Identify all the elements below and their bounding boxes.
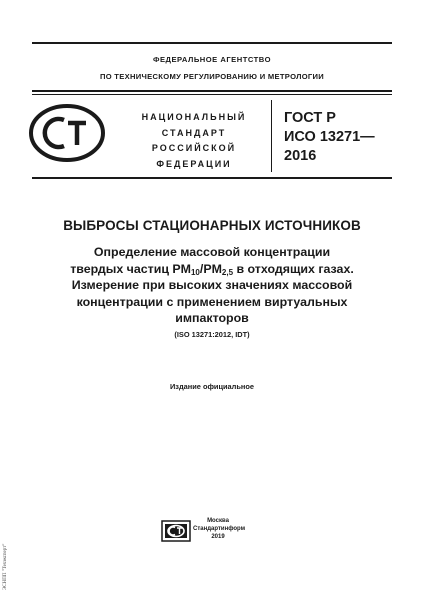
designation-line: 2016 xyxy=(284,148,317,164)
designation-line: ГОСТ Р xyxy=(284,110,336,126)
subtitle-line-5: импакторов xyxy=(175,311,249,326)
side-watermark xyxy=(1,520,11,590)
bottom-rule xyxy=(32,177,392,179)
subtitle-text: в отходящих газах. xyxy=(233,261,354,276)
agency-line-1: ФЕДЕРАЛЬНОЕ АГЕНТСТВО xyxy=(153,55,271,64)
subtitle-line-2 xyxy=(30,261,394,278)
subtitle-text: /PM xyxy=(199,261,222,276)
side-watermark-text: ЭСНПП "Техэксперт" xyxy=(3,543,8,590)
imprint-year: 2019 xyxy=(211,534,225,540)
header-rule-thin xyxy=(32,94,392,95)
standard-designation xyxy=(284,109,375,166)
subscript: 10 xyxy=(190,267,200,277)
subtitle-line-3: Измерение при высоких значениях массовой xyxy=(71,278,353,293)
subtitle-text: твердых частиц PM xyxy=(70,261,191,276)
designation-line: ИСО 13271— xyxy=(284,129,375,145)
gost-r-emblem-icon xyxy=(28,103,106,163)
standard-type-line: СТАНДАРТ xyxy=(161,127,227,138)
subtitle-line-4: концентрации с применением виртуальных xyxy=(76,294,348,309)
standard-type xyxy=(132,110,256,172)
document-subtitle xyxy=(30,244,394,327)
imprint-publisher: Стандартинформ xyxy=(193,526,246,532)
standartinform-logo-icon xyxy=(161,520,191,542)
emblem-text: РСТ xyxy=(67,161,69,162)
standard-type-line: ФЕДЕРАЦИИ xyxy=(156,158,232,169)
standard-type-line: РОССИЙСКОЙ xyxy=(151,143,237,153)
subtitle-line-1: Определение массовой концентрации xyxy=(93,245,331,259)
edition-label: Издание официальное xyxy=(169,382,254,391)
publisher-imprint xyxy=(193,517,246,541)
subscript: 2,5 xyxy=(221,267,234,277)
header-rule-thick xyxy=(32,90,392,92)
standard-type-line: НАЦИОНАЛЬНЫЙ xyxy=(141,112,247,122)
header-divider xyxy=(271,100,272,172)
iso-reference: (ISO 13271:2012, IDT) xyxy=(174,330,250,339)
document-title: ВЫБРОСЫ СТАЦИОНАРНЫХ ИСТОЧНИКОВ xyxy=(63,218,361,233)
imprint-city: Москва xyxy=(207,518,229,524)
agency-line-2: ПО ТЕХНИЧЕСКОМУ РЕГУЛИРОВАНИЮ И МЕТРОЛОГИИ xyxy=(99,72,325,81)
top-rule xyxy=(32,42,392,44)
